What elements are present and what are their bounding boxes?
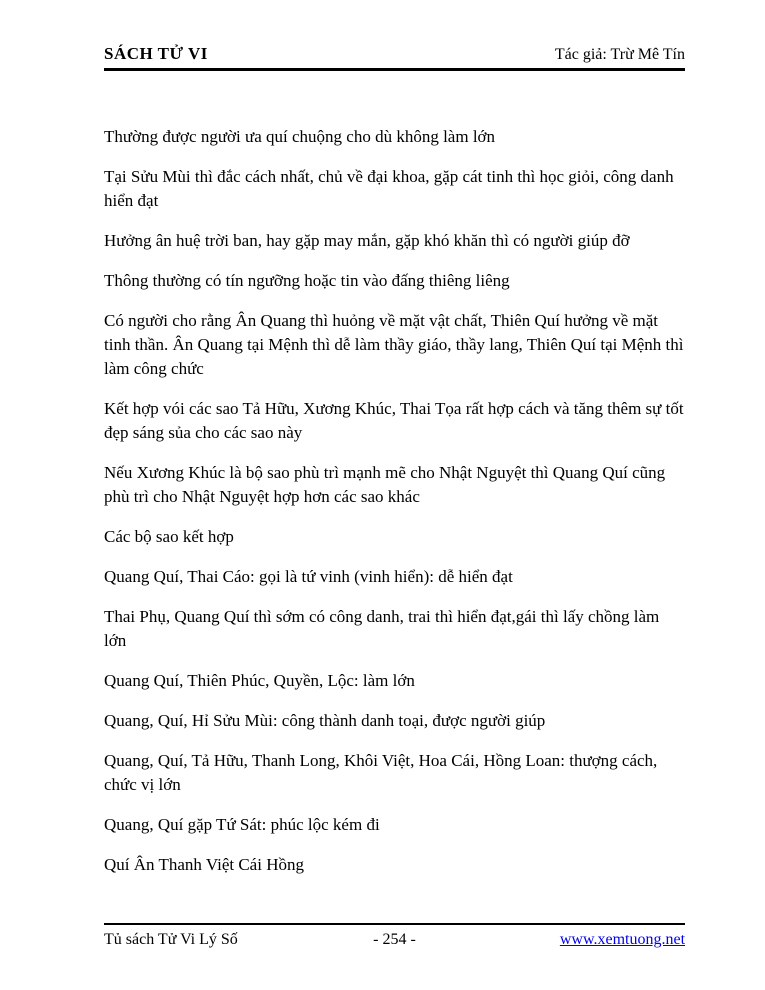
paragraph: Nếu Xương Khúc là bộ sao phù trì mạnh mẽ cho Nhật Nguyệt thì Quang Quí cũng phù trì cho Nhật Nguyệt hợp hơn các sao khác (104, 463, 666, 506)
footer-website-link[interactable]: www.xemtuong.net (559, 931, 686, 948)
header-rule (104, 68, 685, 71)
footer-row (104, 925, 685, 949)
paragraph: Quang, Quí, Tả Hữu, Thanh Long, Khôi Việt, Hoa Cái, Hồng Loan: thượng cách, chức vị lớn (104, 751, 658, 794)
header-author: Tác giả: Trừ Mê Tín (554, 46, 685, 63)
paragraph: Các bộ sao kết hợp (104, 527, 234, 546)
paragraph: Có người cho rằng Ân Quang thì huỏng về mặt vật chất, Thiên Quí hưởng về mặt tinh thần. Ân Quang tại Mệnh thì dễ làm thầy giáo, thầy lang, Thiên Quí tại Mệnh thì làm công chức (104, 311, 684, 378)
page-header (104, 0, 685, 71)
paragraph: Quí Ân Thanh Việt Cái Hồng (104, 855, 304, 874)
paragraph: Tại Sửu Mùi thì đắc cách nhất, chủ về đại khoa, gặp cát tinh thì học giỏi, công danh hiển đạt (104, 167, 674, 210)
paragraph: Quang Quí, Thai Cáo: gọi là tứ vinh (vinh hiển): dễ hiển đạt (104, 567, 513, 586)
header-book-title: SÁCH TỬ VI (104, 44, 208, 63)
paragraph: Thông thường có tín ngưỡng hoặc tin vào đấng thiêng liêng (104, 271, 510, 290)
footer-series-title: Tủ sách Tử Vi Lý Số (104, 931, 238, 948)
paragraph: Hưởng ân huệ trời ban, hay gặp may mắn, gặp khó khăn thì có người giúp đỡ (104, 231, 630, 250)
paragraph: Quang, Quí gặp Tứ Sát: phúc lộc kém đi (104, 815, 380, 834)
footer-link-wrap (491, 931, 685, 949)
paragraph: Kết hợp vói các sao Tả Hữu, Xương Khúc, Thai Tọa rất hợp cách và tăng thêm sự tốt đẹp sáng sủa cho các sao này (104, 399, 684, 442)
footer-page-number: - 254 - (373, 931, 416, 948)
page-body (104, 125, 685, 877)
page-footer (104, 923, 685, 949)
paragraph: Thường được người ưa quí chuộng cho dù không làm lớn (104, 127, 496, 146)
paragraph: Quang, Quí, Hỉ Sửu Mùi: công thành danh toại, được người giúp (104, 711, 546, 730)
header-row (104, 44, 685, 64)
paragraph: Thai Phụ, Quang Quí thì sớm có công danh, trai thì hiển đạt,gái thì lấy chồng làm lớn (104, 607, 660, 650)
paragraph: Quang Quí, Thiên Phúc, Quyền, Lộc: làm lớn (104, 671, 415, 690)
